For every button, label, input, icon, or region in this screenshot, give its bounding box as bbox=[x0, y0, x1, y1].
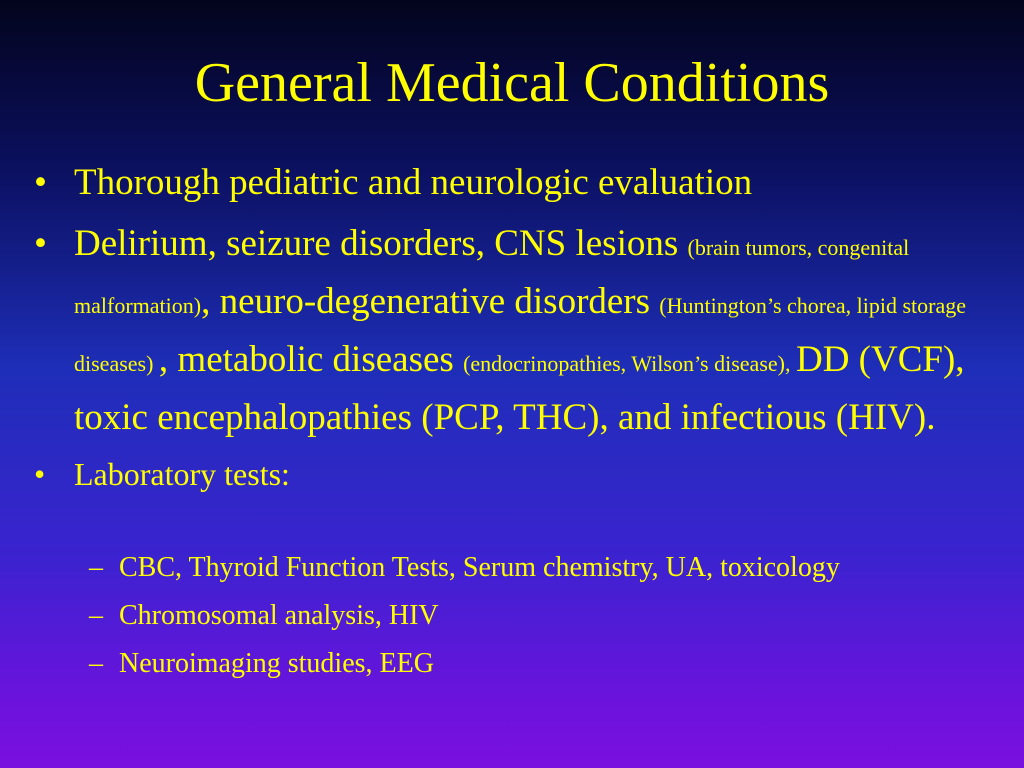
bullet-list bbox=[30, 156, 990, 502]
parenthetical-metabolic: (endocrinopathies, Wilson’s disease), bbox=[463, 351, 796, 376]
bullet-conditions bbox=[30, 217, 990, 445]
bullet-mark: • bbox=[34, 456, 46, 492]
sub-item-text: Chromosomal analysis, HIV bbox=[119, 600, 439, 631]
sub-item-chromosomal bbox=[75, 596, 909, 636]
bullet-text-part: , neuro-degenerative disorders bbox=[201, 281, 660, 322]
parenthetical-cns-lesions: (brain tumors, congenital malformation) bbox=[74, 235, 910, 318]
sub-item-blood-tests bbox=[75, 548, 909, 588]
bullet-text-part: DD (VCF), toxic encephalopathies (PCP, THC), and infectious (HIV). bbox=[74, 339, 965, 438]
bullet-text-part: Delirium, seizure disorders, CNS lesions bbox=[74, 223, 688, 264]
sub-item-text: Neuroimaging studies, EEG bbox=[119, 648, 434, 679]
parenthetical-neurodegenerative: (Huntington’s chorea, lipid storage diseases) bbox=[74, 293, 966, 376]
dash-mark: – bbox=[89, 600, 103, 631]
bullet-text-part: , metabolic diseases bbox=[158, 339, 464, 380]
bullet-mark: • bbox=[34, 162, 47, 203]
sub-item-text: CBC, Thyroid Function Tests, Serum chemistry, UA, toxicology bbox=[119, 552, 840, 583]
bullet-text: Laboratory tests: bbox=[74, 456, 290, 492]
bullet-text: Thorough pediatric and neurologic evaluation bbox=[74, 162, 753, 203]
dash-mark: – bbox=[89, 648, 103, 679]
dash-mark: – bbox=[89, 552, 103, 583]
bullet-laboratory-tests bbox=[30, 452, 990, 496]
bullet-pediatric-evaluation bbox=[30, 156, 990, 210]
sub-item-neuroimaging bbox=[75, 644, 909, 684]
bullet-mark: • bbox=[34, 223, 47, 264]
lab-tests-sub-list bbox=[30, 548, 990, 692]
slide-title: General Medical Conditions bbox=[194, 52, 830, 114]
